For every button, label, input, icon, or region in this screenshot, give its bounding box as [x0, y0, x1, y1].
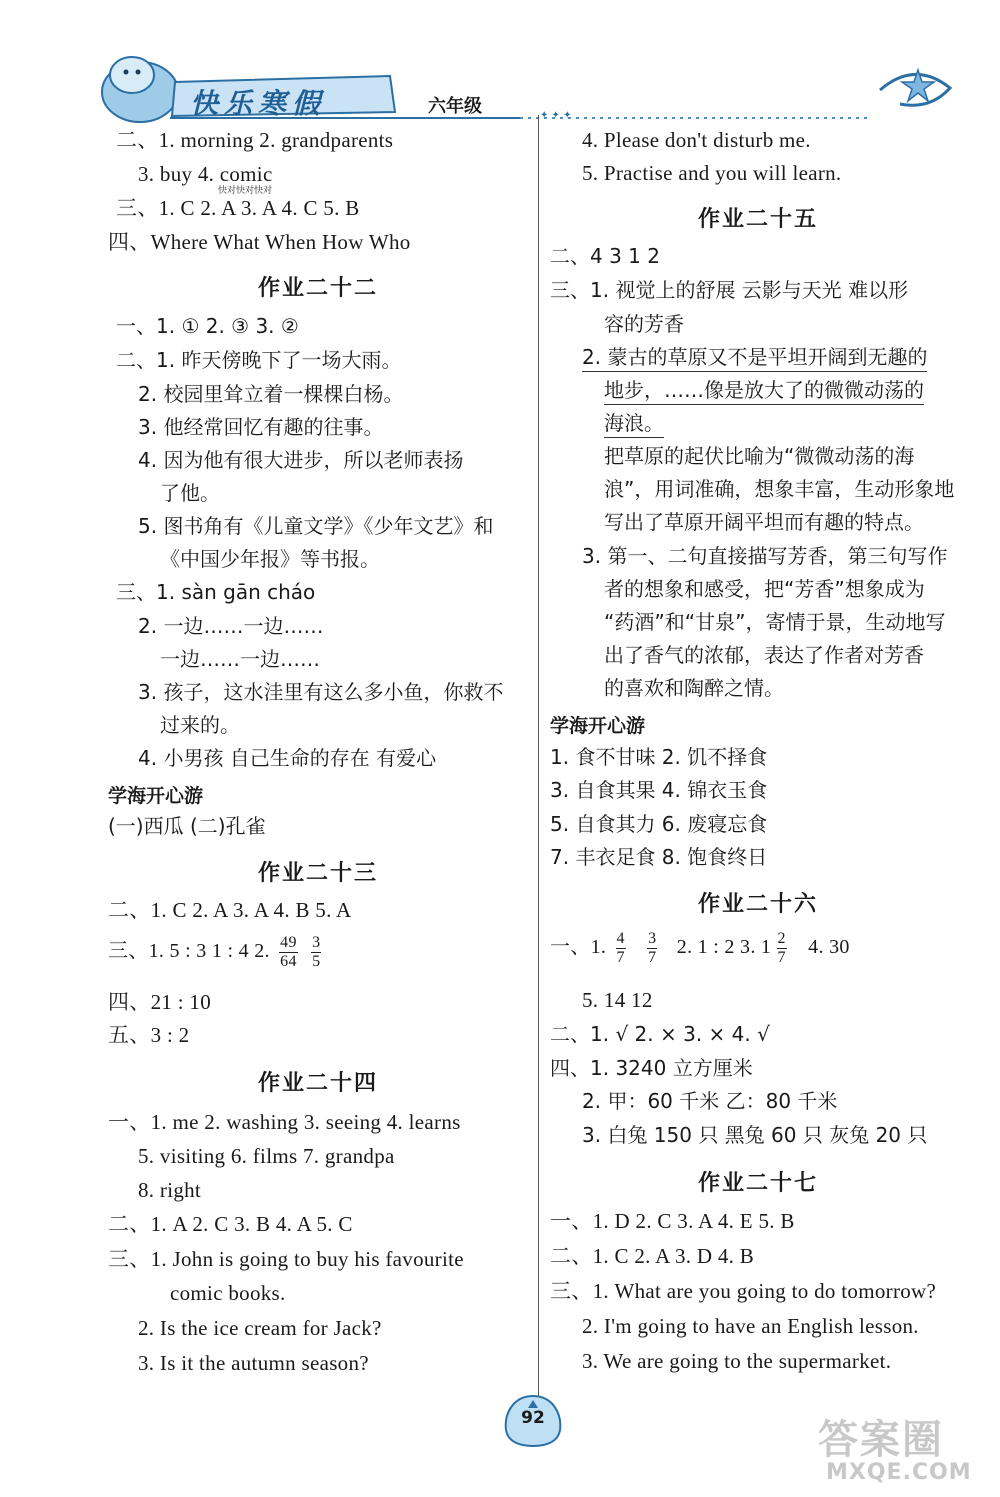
fun-section-heading: 学海开心游: [550, 715, 646, 737]
answer-line: 三、1. 视觉上的舒展 云影与天光 难以形: [550, 278, 909, 302]
answer-line: 二、1. C 2. A 3. D 4. B: [550, 1244, 755, 1268]
answer-line: 二、1. A 2. C 3. B 4. A 5. C: [108, 1212, 353, 1236]
denominator: 5: [312, 953, 321, 970]
watermark-url: MXQE.COM: [826, 1460, 972, 1485]
answer-line: 容的芳香: [604, 312, 684, 336]
fraction: [777, 930, 787, 967]
denominator: 7: [648, 949, 657, 966]
answer-line: 5. 图书角有《儿童文学》《少年文艺》和: [138, 514, 494, 538]
answer-line: 3. 白兔 150 只 黑兔 60 只 灰兔 20 只: [582, 1123, 928, 1147]
answer-line: 三、1. John is going to buy his favourite: [108, 1247, 464, 1271]
answer-prefix: 一、1.: [550, 936, 607, 959]
answer-line: 2. 甲：60 千米 乙：80 千米: [582, 1089, 838, 1113]
answer-line: 2. I'm going to have an English lesson.: [582, 1314, 919, 1338]
answer-line: 四、Where What When How Who: [108, 230, 411, 254]
answer-line: 《中国少年报》等书报。: [160, 547, 380, 571]
answer-suffix: 4. 30: [808, 936, 850, 959]
answer-line: 7. 丰衣足食 8. 饱食终日: [550, 845, 768, 869]
answer-line: 四、21 : 10: [108, 990, 212, 1014]
denominator: 64: [280, 953, 297, 970]
fraction: [279, 934, 298, 971]
underlined-line: [604, 378, 924, 402]
answer-line: 5. 自食其力 6. 废寝忘食: [550, 812, 768, 836]
answer-line: 5. Practise and you will learn.: [582, 161, 842, 185]
answer-line: 的喜欢和陶醉之情。: [604, 676, 784, 700]
answer-line: “药酒”和“甘泉”，寄情于景，生动地写: [604, 610, 946, 634]
answer-line: 二、1. C 2. A 3. A 4. B 5. A: [108, 898, 352, 922]
fraction: [647, 930, 657, 967]
numerator: 2: [777, 930, 786, 947]
section-title-24: 作业二十四: [257, 1071, 378, 1096]
underlined-line: [582, 345, 927, 369]
header-banner: [0, 0, 1000, 125]
answer-line: 2. 校园里耸立着一棵棵白杨。: [138, 382, 404, 406]
answer-line: 四、1. 3240 立方厘米: [550, 1056, 753, 1080]
answer-line: 五、3 : 2: [108, 1023, 190, 1047]
answer-line: 3. 自食其果 4. 锦衣玉食: [550, 778, 768, 802]
section-title-25: 作业二十五: [697, 207, 818, 232]
answer-line: 一边……一边……: [160, 647, 320, 671]
answer-line: (一)西瓜 (二)孔雀: [108, 814, 266, 838]
numerator: 3: [648, 930, 657, 947]
answer-line: 三、1. What are you going to do tomorrow?: [550, 1279, 937, 1303]
underlined-line: [604, 411, 664, 435]
answer-line: 一、1. me 2. washing 3. seeing 4. learns: [108, 1110, 461, 1134]
section-title-26: 作业二十六: [697, 892, 818, 917]
denominator: 7: [777, 949, 786, 966]
denominator: 7: [616, 949, 625, 966]
ratio-prefix: 三、1. 5 : 3 1 : 4 2.: [108, 940, 270, 963]
section-title-27: 作业二十七: [697, 1171, 818, 1196]
answer-line: 出了香气的浓郁，表达了作者对芳香: [604, 643, 924, 667]
answer-line: 一、1. ① 2. ③ 3. ②: [116, 314, 299, 338]
column-divider: [538, 115, 539, 1415]
header-logo-text: 快乐寒假: [190, 87, 327, 120]
numerator: 49: [280, 934, 297, 951]
header-grade: 六年级: [428, 96, 482, 117]
answer-line: 4. 小男孩 自己生命的存在 有爱心: [138, 746, 437, 770]
answer-line: 三、1. sàn gān cháo: [116, 580, 316, 604]
answer-line: 4. 因为他有很大进步，所以老师表扬: [138, 448, 464, 472]
answer-line: 了他。: [160, 481, 220, 505]
answer-line: 5. visiting 6. films 7. grandpa: [138, 1144, 395, 1168]
answer-line: 二、4 3 1 2: [550, 244, 660, 268]
answer-line: 二、1. 昨天傍晚下了一场大雨。: [116, 348, 402, 372]
ratio-answer-line: [108, 934, 325, 971]
page-number: 92: [521, 1408, 545, 1428]
answer-line: 三、1. C 2. A 3. A 4. C 5. B: [116, 196, 360, 220]
numerator: 4: [616, 930, 625, 947]
underlined-text: 地步，……像是放大了的微微动荡的: [604, 378, 924, 405]
header-star-trail: ✦ ✦ ✦: [540, 110, 572, 121]
answer-line: 3. We are going to the supermarket.: [582, 1349, 892, 1373]
answer-line: 把草原的起伏比喻为“微微动荡的海: [604, 444, 915, 468]
underlined-text: 2. 蒙古的草原又不是平坦开阔到无趣的: [582, 345, 927, 372]
answer-line: comic books.: [170, 1281, 286, 1305]
answer-line: 2. 一边……一边……: [138, 614, 324, 638]
answer-line: 二、1. morning 2. grandparents: [116, 128, 394, 152]
answer-line: 二、1. √ 2. × 3. × 4. √: [550, 1022, 770, 1046]
numerator: 3: [312, 934, 321, 951]
fraction: [311, 934, 321, 971]
stamp-text: 快对快对快对: [218, 186, 273, 196]
answer-line: 浪”，用词准确，想象丰富，生动形象地: [604, 477, 955, 501]
fun-section-heading: 学海开心游: [108, 785, 204, 807]
answer-line: 8. right: [138, 1178, 202, 1202]
watermark-logo: 答案圈: [818, 1417, 944, 1463]
answer-line: 者的想象和感受，把“芳香”想象成为: [604, 577, 925, 601]
answer-line: 一、1. D 2. C 3. A 4. E 5. B: [550, 1209, 795, 1233]
answer-line: 3. buy 4. comic: [138, 162, 273, 186]
answer-line: 5. 14 12: [582, 988, 653, 1012]
section-title-23: 作业二十三: [257, 861, 378, 886]
answer-line: 3. Is it the autumn season?: [138, 1351, 369, 1375]
answer-line: 过来的。: [160, 713, 240, 737]
answer-line: 4. Please don't disturb me.: [582, 128, 811, 152]
answer-line: 2. Is the ice cream for Jack?: [138, 1316, 382, 1340]
answer-line: 3. 孩子，这水洼里有这么多小鱼，你救不: [138, 680, 504, 704]
section-title-22: 作业二十二: [257, 276, 378, 301]
underlined-text: 海浪。: [604, 411, 664, 438]
answer-line: 1. 食不甘味 2. 饥不择食: [550, 745, 768, 769]
fraction-answer-line: [550, 930, 850, 967]
answer-line: 写出了草原开阔平坦而有趣的特点。: [604, 510, 924, 534]
answer-line: 3. 第一、二句直接描写芳香，第三句写作: [582, 544, 948, 568]
answer-line: 3. 他经常回忆有趣的往事。: [138, 415, 384, 439]
answer-middle: 2. 1 : 2 3. 1: [676, 936, 772, 959]
fraction: [616, 930, 626, 967]
